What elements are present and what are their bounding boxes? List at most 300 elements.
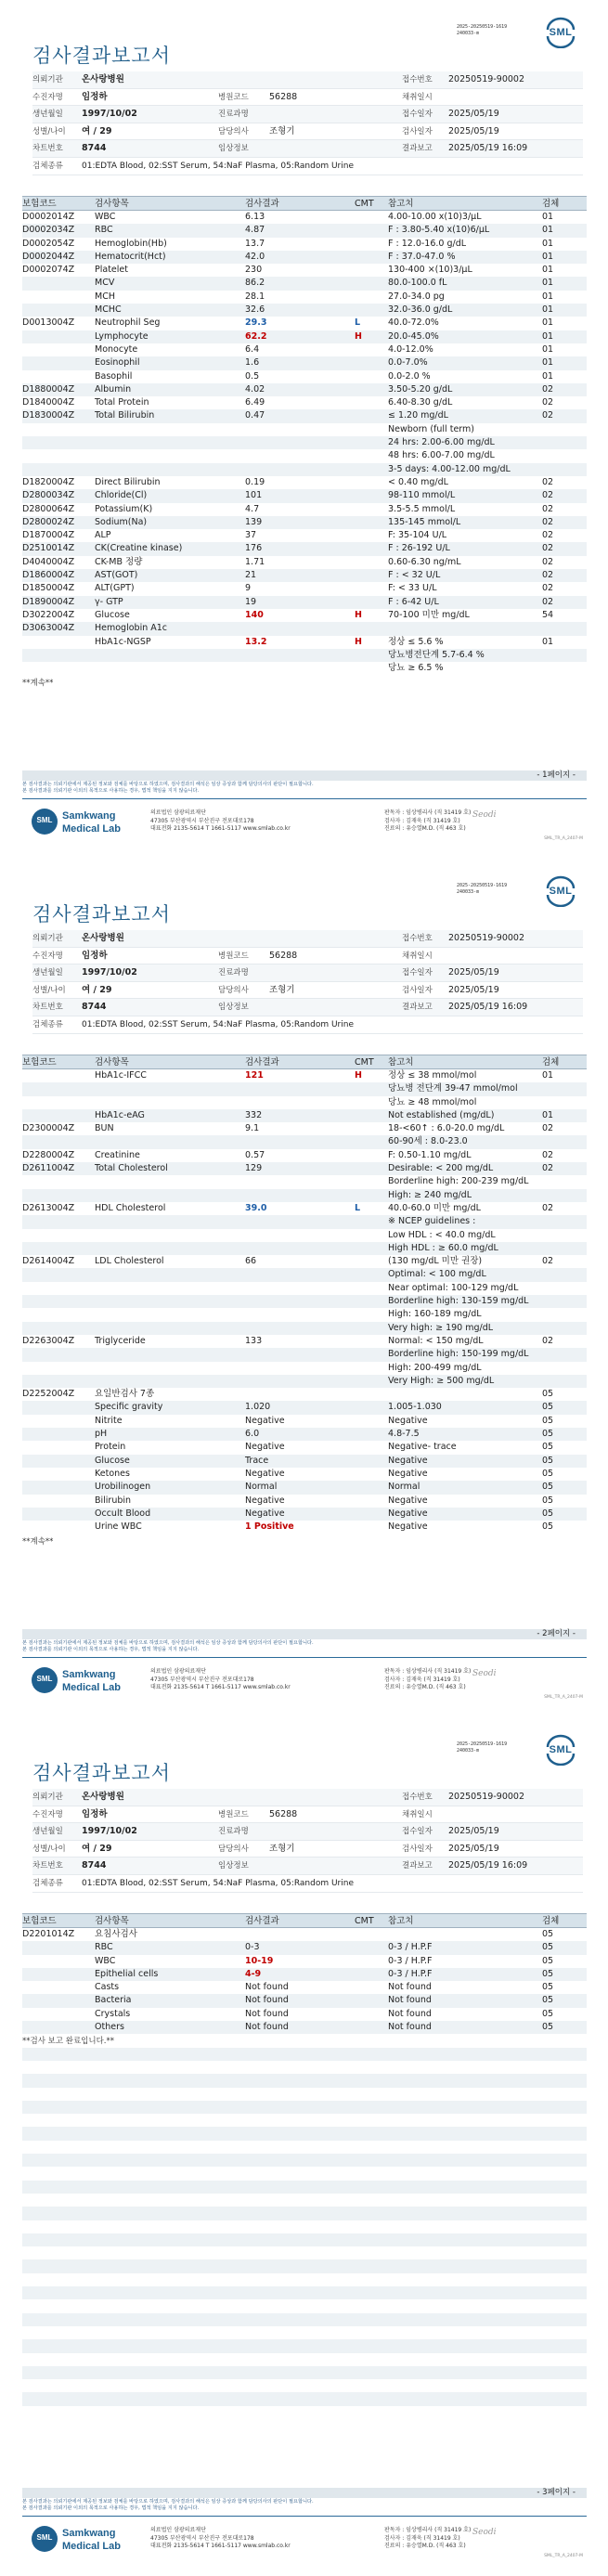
- code-line: 2025-20250519-1619: [457, 1741, 508, 1747]
- accession-label: 접수번호: [402, 75, 433, 84]
- page-number: - 1페이지 -: [22, 770, 587, 781]
- cell-ref: 130-400 ×(10)3/μL: [388, 265, 472, 276]
- table-row: [22, 596, 587, 609]
- cell-ref: F : < 32 U/L: [388, 570, 441, 581]
- logo-mark-text: SML: [36, 2533, 53, 2542]
- address-line: 대표전화 2135-5614 T 1661-5117 www.smlab.co.kr: [150, 1684, 291, 1690]
- table-row: [22, 211, 587, 224]
- address-line: 의료법인 삼광의료재단: [150, 2527, 206, 2533]
- cell-ref: Borderline high: 130-159 mg/dL: [388, 1296, 529, 1307]
- info-row: [32, 1841, 583, 1858]
- cell-result: Normal: [245, 1482, 278, 1493]
- table-row: [22, 1082, 587, 1095]
- cell-spec: 02: [542, 1149, 554, 1160]
- notice-text: [22, 782, 587, 795]
- doctor-label: 담당의사: [218, 1844, 249, 1854]
- cell-code: D1830004Z: [22, 410, 75, 421]
- table-row: [22, 662, 587, 675]
- cell-ref: 4.00-10.00 x(10)3/μL: [388, 212, 482, 222]
- cell-result: 230: [245, 265, 263, 276]
- footer: [22, 798, 587, 843]
- cell-ref: Not found: [388, 1982, 432, 1993]
- notice-line: 본 검사결과를 의뢰기관 이외의 목적으로 사용하는 경우, 법적 책임을 지지 않습니다.: [22, 788, 200, 794]
- cell-item: Hemoglobin(Hb): [95, 238, 167, 249]
- code-line: 2025-20250519-1619: [457, 24, 508, 30]
- cell-spec: 05: [542, 1521, 554, 1533]
- cell-ref: 4.8-7.5: [388, 1429, 420, 1440]
- birth-label: 생년월일: [32, 1827, 63, 1837]
- signers: [384, 809, 471, 834]
- lab-name-1: Samkwang: [62, 1669, 116, 1680]
- header-code: 보험코드: [22, 1057, 57, 1068]
- cell-code: D2280004Z: [22, 1149, 75, 1160]
- sml-logo: [544, 1734, 577, 1766]
- table-row: [22, 449, 587, 462]
- header-code: 보험코드: [22, 199, 57, 209]
- cell-code: D2800024Z: [22, 516, 75, 527]
- cell-ref: High: 200-499 mg/dL: [388, 1362, 482, 1373]
- empty-row: [22, 2353, 587, 2366]
- receive-value: 2025/05/19: [448, 1826, 499, 1837]
- table-row: [22, 622, 587, 635]
- cell-ref: 0.0-7.0%: [388, 357, 428, 369]
- empty-row: [22, 2392, 587, 2405]
- cell-ref: 당뇨 ≥ 6.5 %: [388, 663, 444, 674]
- cell-result: 13.7: [245, 238, 265, 249]
- info-row: [32, 1823, 583, 1841]
- cell-result: 19: [245, 596, 257, 607]
- report-title: 검사결과보고서: [32, 1762, 172, 1784]
- cell-spec: 01: [542, 370, 554, 382]
- empty-row: [22, 2101, 587, 2114]
- table-row: [22, 542, 587, 555]
- result-value: 2025/05/19 16:09: [448, 143, 528, 154]
- cell-item: 요일반검사 7종: [95, 1389, 155, 1400]
- cell-result: 4-9: [245, 1968, 262, 1979]
- trailer-text: **검사 보고 완료입니다.**: [22, 2037, 115, 2047]
- lab-address: [150, 809, 291, 834]
- cell-item: CK(Creatine kinase): [95, 543, 183, 554]
- lab-name-2: Medical Lab: [62, 2541, 121, 2552]
- accession-value: 20250519-90002: [448, 933, 525, 943]
- cell-spec: 01: [542, 251, 554, 262]
- empty-row: [22, 2313, 587, 2326]
- cell-ref: 당뇨병전단계 5.7-6.4 %: [388, 649, 485, 660]
- header-spec: 검체: [542, 1057, 560, 1068]
- cell-ref: Not found: [388, 2022, 432, 2033]
- empty-row: [22, 2048, 587, 2061]
- info-row: [32, 71, 583, 89]
- code-line: 240033-m: [457, 1748, 480, 1754]
- page-number: - 3페이지 -: [22, 2488, 587, 2498]
- cell-code: D2252004Z: [22, 1389, 75, 1400]
- cell-spec: 02: [542, 503, 554, 514]
- cell-spec: 01: [542, 1109, 554, 1120]
- cell-item: MCHC: [95, 304, 122, 316]
- info-row: [32, 106, 583, 123]
- cell-item: HDL Cholesterol: [95, 1202, 166, 1213]
- empty-row: [22, 2273, 587, 2286]
- table-row: [22, 1468, 587, 1481]
- cell-code: D1820004Z: [22, 476, 75, 487]
- cell-ref: Low HDL : < 40.0 mg/dL: [388, 1229, 496, 1240]
- hospital-label: 의뢰기관: [32, 934, 63, 943]
- cell-ref: 27.0-34.0 pg: [388, 291, 445, 302]
- patient-value: 임정하: [82, 91, 108, 102]
- cell-item: Lymphocyte: [95, 330, 149, 342]
- cell-spec: 05: [542, 1968, 554, 1979]
- cell-result: 13.2: [245, 636, 267, 647]
- table-row: [22, 1308, 587, 1321]
- cell-ref: Very High: ≥ 500 mg/dL: [388, 1375, 495, 1386]
- table-row: [22, 1362, 587, 1375]
- cell-item: pH: [95, 1429, 108, 1440]
- cell-ref: 20.0-45.0%: [388, 330, 439, 342]
- cell-result: 6.49: [245, 397, 265, 408]
- signature: Seodi: [472, 2528, 497, 2537]
- footer-logo: [32, 2526, 136, 2557]
- empty-row: [22, 2366, 587, 2379]
- cell-code: D0013004Z: [22, 317, 75, 329]
- cell-ref: 24 hrs: 2.00-6.00 mg/dL: [388, 437, 495, 448]
- table-row: [22, 1175, 587, 1188]
- sexage-label: 성별/나이: [32, 1844, 66, 1854]
- cell-item: Basophil: [95, 370, 133, 382]
- table-row: [22, 1481, 587, 1494]
- table-row: [22, 1388, 587, 1401]
- cell-item: HbA1c-eAG: [95, 1109, 145, 1120]
- cell-ref: F: < 33 U/L: [388, 583, 437, 594]
- ward-code-value: 56288: [269, 1808, 298, 1819]
- info-row: [32, 964, 583, 982]
- empty-row: [22, 2088, 587, 2101]
- cell-spec: 02: [542, 1256, 554, 1267]
- chart-value: 8744: [82, 1002, 107, 1013]
- sml-logo: [544, 17, 577, 48]
- ward-code-value: 56288: [269, 91, 298, 102]
- cell-item: Creatinine: [95, 1149, 140, 1160]
- cell-item: Ketones: [95, 1468, 130, 1479]
- table-row: [22, 1096, 587, 1109]
- cell-item: Others: [95, 2022, 124, 2033]
- cell-item: MCH: [95, 291, 115, 302]
- info-row: [32, 948, 583, 965]
- chart-label: 차트번호: [32, 144, 63, 154]
- result-label: 결과보고: [402, 1861, 433, 1871]
- cell-spec: 05: [542, 1389, 554, 1400]
- cell-ref: 98-110 mmol/L: [388, 490, 456, 501]
- cell-result: 1.6: [245, 357, 260, 369]
- table-row: [22, 423, 587, 436]
- cell-spec: 05: [542, 1442, 554, 1453]
- hospital-label: 의뢰기관: [32, 1793, 63, 1802]
- cell-ref: Negative: [388, 1521, 428, 1533]
- doctor-label: 담당의사: [218, 126, 249, 136]
- cell-spec: 01: [542, 265, 554, 276]
- cell-result: 1 Positive: [245, 1521, 294, 1533]
- table-row: [22, 1295, 587, 1308]
- barcode-text: [457, 24, 507, 37]
- signer-line: 판독자 : 임상병리사 (직 31419 호): [384, 809, 472, 816]
- patient-info: [32, 1789, 583, 1893]
- table-row: [22, 1189, 587, 1202]
- cell-spec: 05: [542, 1955, 554, 1966]
- empty-row: [22, 2379, 587, 2392]
- header-item: 검사항목: [95, 1916, 129, 1926]
- ward-code-value: 56288: [269, 950, 298, 961]
- cell-ref: Negative: [388, 1495, 428, 1506]
- cell-result: 0.57: [245, 1149, 265, 1160]
- cell-code: D4040004Z: [22, 556, 75, 567]
- table-row: [22, 396, 587, 409]
- cell-ref: 정상 ≤ 38 mmol/mol: [388, 1070, 477, 1081]
- empty-row: [22, 2233, 587, 2246]
- header-cmt: CMT: [355, 1057, 374, 1068]
- cell-ref: F : 12.0-16.0 g/dL: [388, 238, 467, 249]
- empty-row: [22, 2220, 587, 2233]
- cell-code: D0002014Z: [22, 212, 75, 222]
- cell-result: 1.020: [245, 1402, 271, 1413]
- cell-code: D0002034Z: [22, 225, 75, 236]
- cell-ref: ≤ 1.20 mg/dL: [388, 410, 448, 421]
- cell-code: D0002074Z: [22, 265, 75, 276]
- signer-line: 진료의 : 유승열M.D. (직 463 호): [384, 825, 466, 832]
- cell-code: D1850004Z: [22, 583, 75, 594]
- table-row: [22, 317, 587, 330]
- table-row: [22, 1521, 587, 1534]
- cell-ref: F : 3.80-5.40 x(10)6/μL: [388, 225, 490, 236]
- cell-spec: 05: [542, 1455, 554, 1466]
- chart-value: 8744: [82, 143, 107, 154]
- signer-line: 검사자 : 김재욱 (직 31419 호): [384, 2534, 460, 2542]
- code-line: 240033-m: [457, 31, 480, 36]
- results-table: [22, 1913, 587, 2406]
- receive-value: 2025/05/19: [448, 109, 499, 120]
- cell-item: Sodium(Na): [95, 516, 148, 527]
- empty-row: [22, 2259, 587, 2272]
- cell-code: D2800064Z: [22, 503, 75, 514]
- table-row: [22, 343, 587, 356]
- cell-result: Negative: [245, 1468, 285, 1479]
- cell-ref: 70-100 미만 mg/dL: [388, 609, 470, 620]
- signers: [384, 1668, 471, 1692]
- cell-result: 21: [245, 570, 257, 581]
- cell-code: D0002054Z: [22, 238, 75, 249]
- receive-value: 2025/05/19: [448, 967, 499, 978]
- accession-value: 20250519-90002: [448, 1792, 525, 1802]
- info-row: [32, 982, 583, 1000]
- cell-ref: High: ≥ 240 mg/dL: [388, 1189, 472, 1200]
- patient-info: [32, 930, 583, 1034]
- cell-result: 0-3: [245, 1942, 260, 1953]
- test-date-value: 2025/05/19: [448, 1843, 499, 1854]
- cell-item: ALP: [95, 530, 111, 541]
- cell-ref: ※ NCEP guidelines :: [388, 1216, 476, 1227]
- cell-ref: < 0.40 mg/dL: [388, 476, 448, 487]
- cell-spec: 05: [542, 1982, 554, 1993]
- ward-code-label: 병원코드: [218, 92, 249, 102]
- cell-result: 9.1: [245, 1123, 260, 1134]
- table-row: [22, 1122, 587, 1135]
- cell-ref: High HDL : ≥ 60.0 mg/dL: [388, 1242, 498, 1253]
- cell-code: D2613004Z: [22, 1202, 75, 1213]
- cell-result: 0.5: [245, 370, 260, 382]
- header-result: 검사결과: [245, 199, 279, 209]
- cell-ref: F: 35-104 U/L: [388, 530, 447, 541]
- doctor-value: 조형기: [269, 984, 295, 995]
- info-row: [32, 930, 583, 948]
- table-row: [22, 1069, 587, 1082]
- table-row: [22, 2021, 587, 2034]
- cell-item: Urobilinogen: [95, 1482, 151, 1493]
- cell-ref: Near optimal: 100-129 mg/dL: [388, 1282, 519, 1293]
- cell-ref: Not found: [388, 2008, 432, 2019]
- cell-ref: 32.0-36.0 g/dL: [388, 304, 453, 316]
- trailer-text: **계속**: [22, 1536, 54, 1547]
- barcode-text: [457, 1741, 507, 1754]
- table-row: [22, 383, 587, 396]
- cell-spec: 02: [542, 516, 554, 527]
- logo-mark-text: SML: [36, 1675, 53, 1683]
- table-row: [22, 277, 587, 290]
- cell-item: 요침사검사: [95, 1929, 137, 1939]
- cell-code: D2263004Z: [22, 1335, 75, 1346]
- header-result: 검사결과: [245, 1916, 279, 1926]
- cell-item: ALT(GPT): [95, 583, 135, 594]
- cell-item: Triglyceride: [95, 1335, 146, 1346]
- table-row: [22, 582, 587, 595]
- table-row: [22, 1428, 587, 1441]
- results-table: [22, 1055, 587, 1534]
- cell-ref: 135-145 mmol/L: [388, 516, 461, 527]
- cell-result: 66: [245, 1256, 257, 1267]
- logo-text: SML: [549, 1744, 573, 1755]
- cell-item: Direct Bilirubin: [95, 476, 161, 487]
- cell-ref: Optimal: < 100 mg/dL: [388, 1269, 486, 1280]
- sexage-value: 여 / 29: [82, 1843, 112, 1854]
- receive-label: 접수일자: [402, 1827, 433, 1837]
- specimen-label: 검체종류: [32, 1019, 63, 1029]
- accession-value: 20250519-90002: [448, 74, 525, 84]
- table-row: [22, 1202, 587, 1215]
- cell-item: Bilirubin: [95, 1495, 132, 1506]
- cell-cmt: H: [355, 1070, 362, 1081]
- cell-spec: 01: [542, 212, 554, 222]
- cell-spec: 02: [542, 490, 554, 501]
- footer-logo: [32, 809, 136, 840]
- accession-label: 접수번호: [402, 934, 433, 943]
- table-header: [22, 1913, 587, 1928]
- cell-code: D1840004Z: [22, 397, 75, 408]
- patient-info: [32, 71, 583, 175]
- cell-code: D2201014Z: [22, 1929, 75, 1939]
- cell-ref: Negative: [388, 1455, 428, 1466]
- code-line: 2025-20250519-1619: [457, 883, 508, 888]
- table-row: [22, 1455, 587, 1468]
- cell-item: Occult Blood: [95, 1508, 151, 1519]
- cell-result: 121: [245, 1070, 264, 1081]
- cell-spec: 02: [542, 410, 554, 421]
- empty-row: [22, 2181, 587, 2194]
- cell-item: Hemoglobin A1c: [95, 623, 168, 634]
- cell-spec: 05: [542, 1995, 554, 2006]
- cell-ref: 6.40-8.30 g/dL: [388, 397, 453, 408]
- cell-result: 62.2: [245, 330, 267, 342]
- header-ref: 참고치: [388, 199, 414, 209]
- cell-spec: 02: [542, 596, 554, 607]
- table-row: [22, 356, 587, 369]
- table-row: [22, 1322, 587, 1335]
- table-row: [22, 1348, 587, 1361]
- cell-code: D2510014Z: [22, 543, 75, 554]
- logo-mark-text: SML: [36, 816, 53, 824]
- table-row: [22, 251, 587, 264]
- report-title: 검사결과보고서: [32, 45, 172, 67]
- empty-row: [22, 2207, 587, 2220]
- hospital-value: 온사랑병원: [82, 1792, 124, 1802]
- cell-spec: 05: [542, 1415, 554, 1426]
- table-row: [22, 649, 587, 662]
- cell-item: RBC: [95, 225, 113, 236]
- header-spec: 검체: [542, 199, 560, 209]
- cell-result: 4.87: [245, 225, 265, 236]
- cell-result: Negative: [245, 1495, 285, 1506]
- report-title: 검사결과보고서: [32, 903, 172, 926]
- cell-ref: 18-<60↑ : 6.0-20.0 mg/dL: [388, 1123, 505, 1134]
- cell-ref: F : 37.0-47.0 %: [388, 251, 456, 262]
- cell-item: Total Cholesterol: [95, 1163, 168, 1174]
- cell-spec: 01: [542, 636, 554, 647]
- cell-item: Crystals: [95, 2008, 131, 2019]
- cell-result: Trace: [245, 1455, 269, 1466]
- cell-item: Protein: [95, 1442, 126, 1453]
- cell-result: Not found: [245, 1995, 289, 2006]
- cell-ref: 3.5-5.5 mmol/L: [388, 503, 456, 514]
- cell-result: 1.71: [245, 556, 265, 567]
- cell-result: 176: [245, 543, 263, 554]
- cell-spec: 05: [542, 2022, 554, 2033]
- table-row: [22, 330, 587, 343]
- cell-result: 6.4: [245, 343, 260, 355]
- cell-ref: 48 hrs: 6.00-7.00 mg/dL: [388, 450, 495, 461]
- table-row: [22, 1415, 587, 1428]
- cell-code: D3063004Z: [22, 623, 75, 634]
- collect-label: 채취일시: [402, 92, 433, 102]
- cell-item: Total Protein: [95, 397, 149, 408]
- table-row: [22, 1282, 587, 1295]
- cell-code: D2614004Z: [22, 1256, 75, 1267]
- table-row: [22, 1255, 587, 1268]
- sexage-value: 여 / 29: [82, 984, 112, 995]
- cell-ref: Desirable: < 200 mg/dL: [388, 1163, 494, 1174]
- cell-result: 140: [245, 609, 264, 620]
- cell-spec: 05: [542, 1468, 554, 1479]
- hospital-value: 온사랑병원: [82, 933, 124, 943]
- cell-ref: F: 0.50-1.10 mg/dL: [388, 1149, 472, 1160]
- cell-item: Neutrophil Seg: [95, 317, 161, 329]
- table-row: [22, 1149, 587, 1162]
- cell-spec: 01: [542, 357, 554, 369]
- cell-ref: Negative- trace: [388, 1442, 457, 1453]
- table-row: [22, 1508, 587, 1521]
- cell-result: 332: [245, 1109, 263, 1120]
- info-row: [32, 89, 583, 107]
- cell-item: AST(GOT): [95, 570, 138, 581]
- table-body: [22, 1928, 587, 2406]
- header-code: 보험코드: [22, 1916, 57, 1926]
- table-row: [22, 264, 587, 277]
- cell-result: 101: [245, 490, 263, 501]
